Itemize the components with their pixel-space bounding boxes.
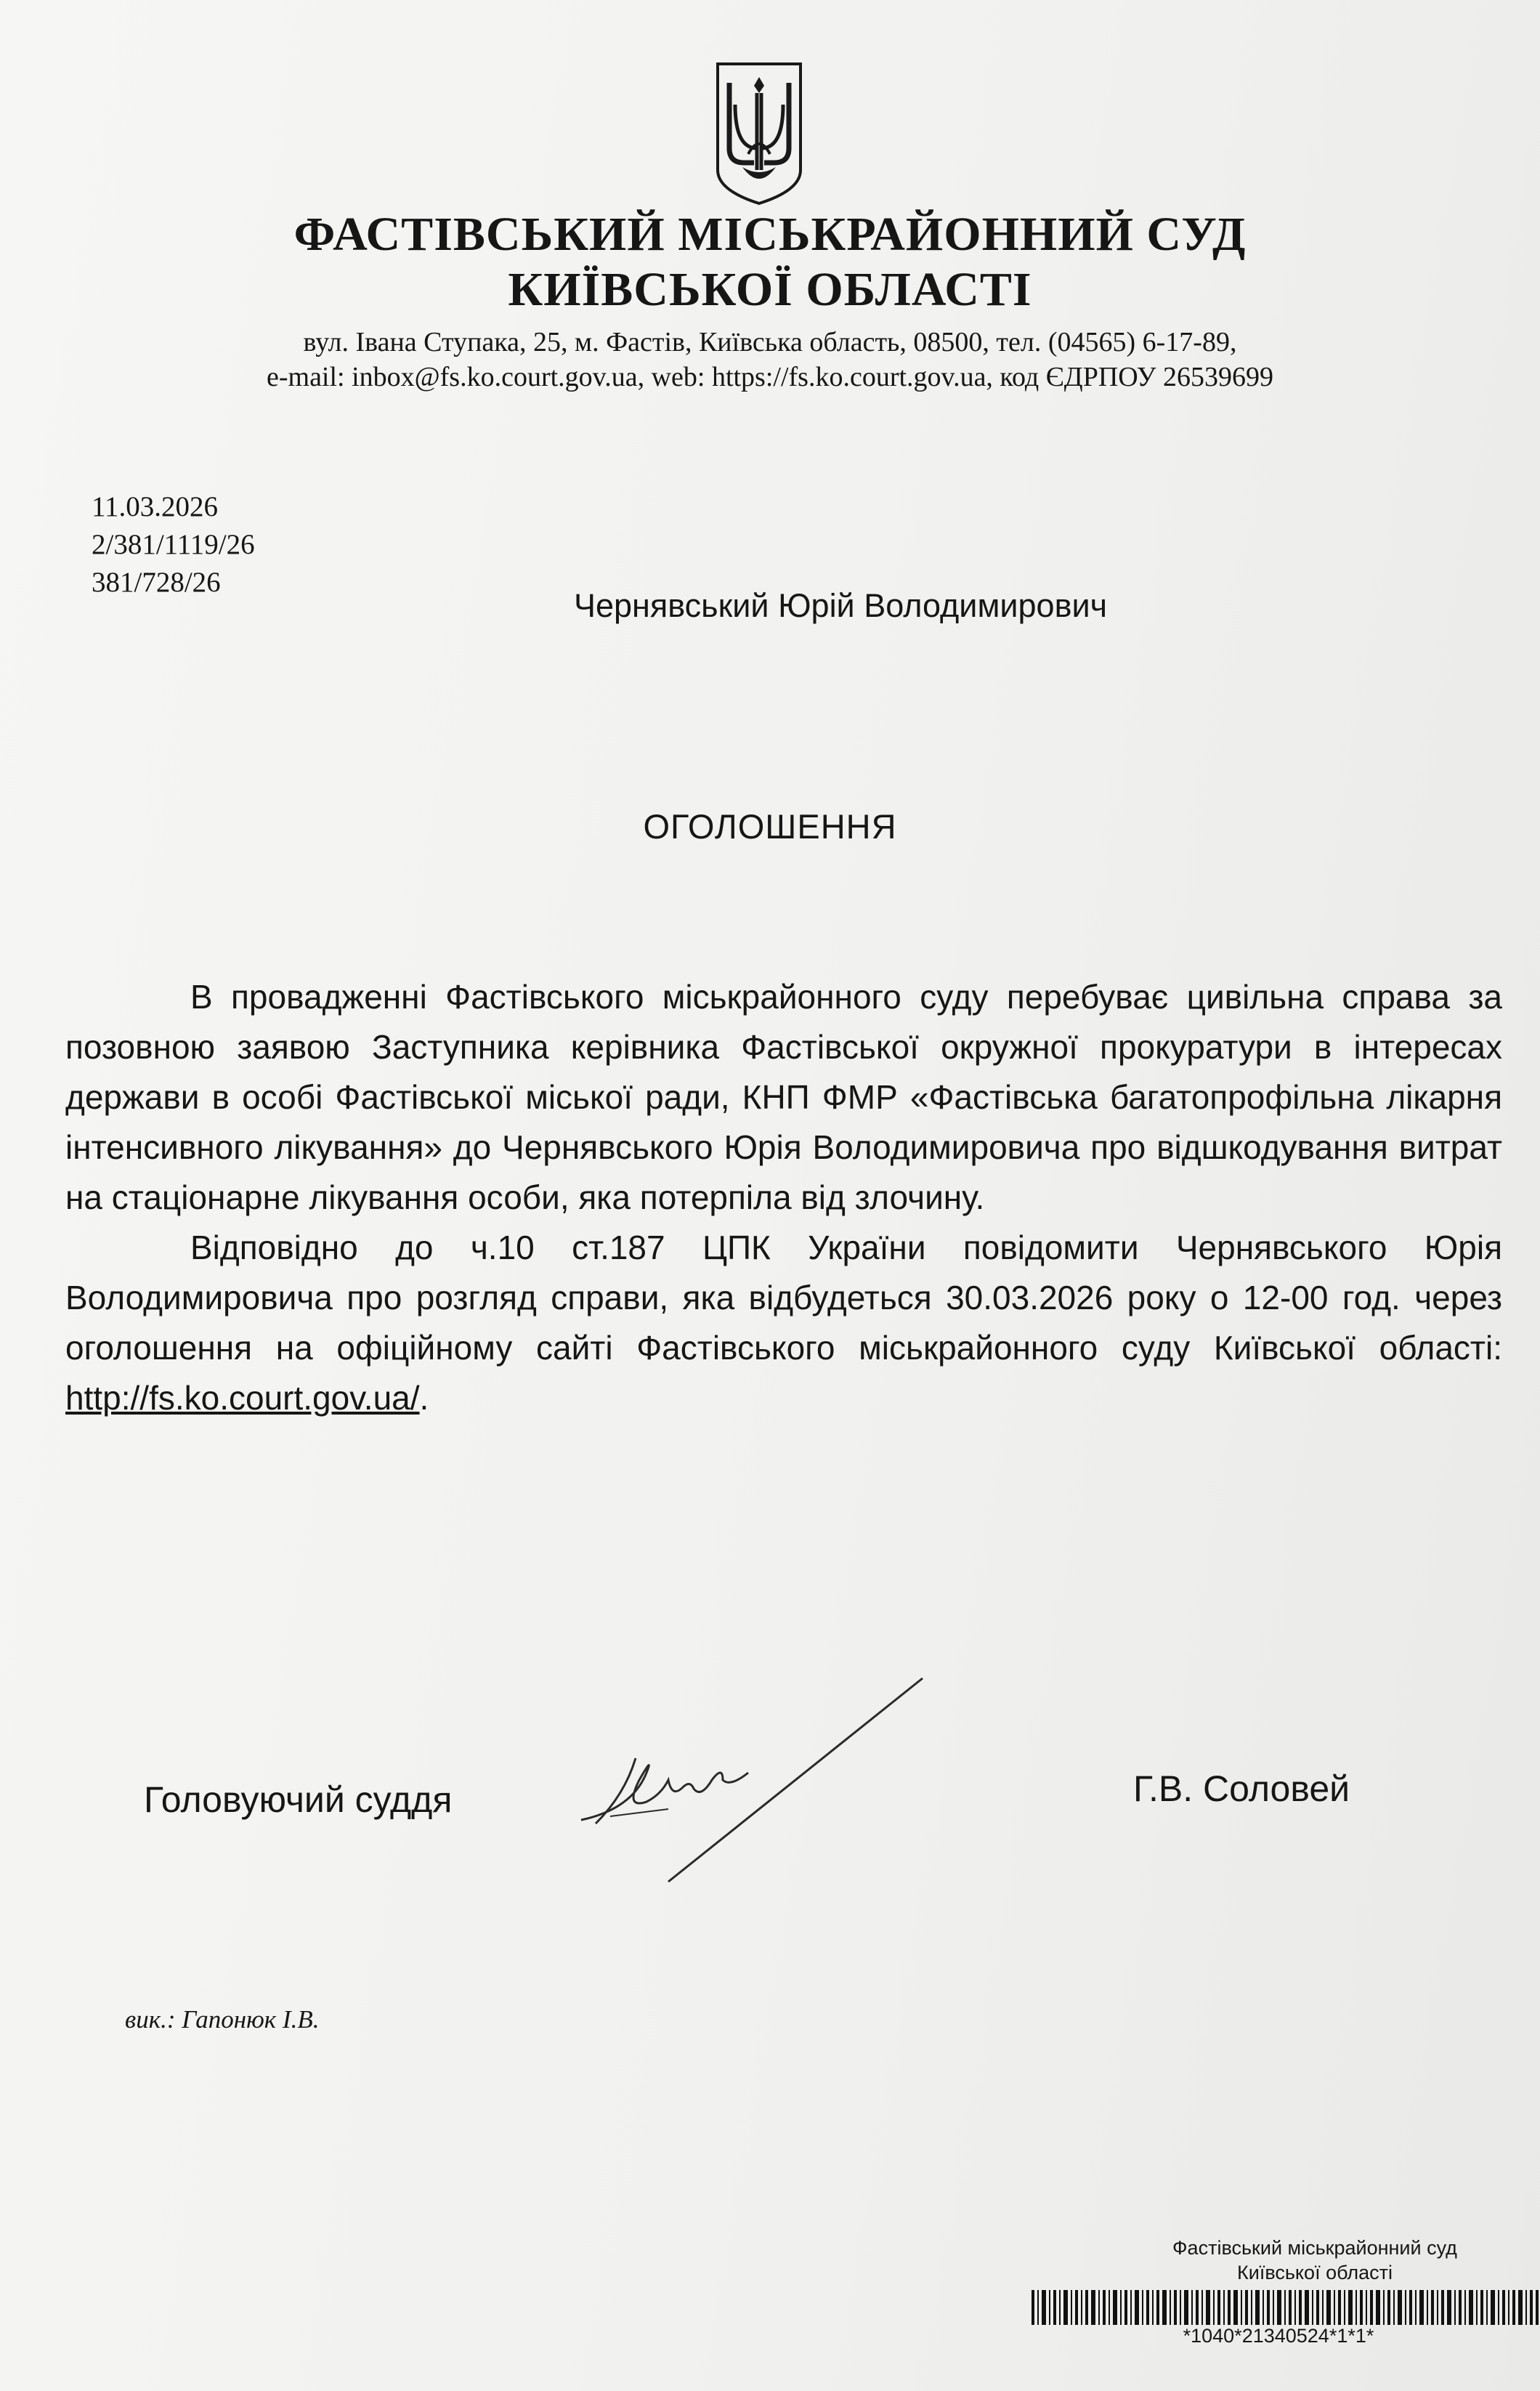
paragraph-hearing-notice	[65, 1223, 1502, 1423]
ukraine-trident-icon	[713, 61, 805, 206]
court-website-link[interactable]: http://fs.ko.court.gov.ua/	[65, 1379, 420, 1417]
document-meta	[92, 488, 255, 602]
court-name-line1: ФАСТІВСЬКИЙ МІСЬКРАЙОННИЙ СУД	[293, 208, 1247, 261]
stamp-court-line2: Київської області	[1237, 2262, 1393, 2283]
paragraph-case-description: В провадженні Фастівського міськрайонного суду перебуває цивільна справа за позовною заявою Заступника керівника Фастівської окружної прокуратури в інтересах держави в особі Фастівської міської ради, КНП ФМР «Фастівська багатопрофільна лікарня інтенсивного лікування» до Чернявського Юрія Володимировича про відшкодування витрат на стаціонарне лікування особи, яка потерпіла від злочину.	[65, 978, 1502, 1216]
document-date: 11.03.2026	[92, 491, 219, 522]
stamp-court-line1: Фастівський міськрайонний суд	[1172, 2237, 1457, 2259]
hearing-notice-text: Відповідно до ч.10 ст.187 ЦПК України повідомити Чернявського Юрія Володимировича про розгляд справи, яка відбудеться 30.03.2026 року о 12-00 год. через оголошення на офіційному сайті Фастівського міськрайонного суду Київської області:	[65, 1229, 1502, 1367]
court-contacts: e-mail: inbox@fs.ko.court.gov.ua, web: https://fs.ko.court.gov.ua, код ЄДРПОУ 26539699	[266, 362, 1274, 392]
hearing-notice-end: .	[419, 1379, 429, 1417]
barcode-number: *1040*21340524*1*1*	[1183, 2325, 1374, 2347]
executor: вик.: Гапонюк І.В.	[125, 2005, 320, 2034]
announcement-body	[65, 972, 1502, 1423]
case-number: 381/728/26	[92, 567, 221, 598]
court-address: вул. Івана Ступака, 25, м. Фастів, Київська область, 08500, тел. (04565) 6-17-89,	[303, 327, 1237, 357]
signatory-position: Головуючий суддя	[144, 1779, 453, 1820]
court-name-line2: КИЇВСЬКОЇ ОБЛАСТІ	[508, 263, 1032, 316]
judge-name: Г.В. Соловей	[1133, 1768, 1350, 1809]
handwritten-signature-icon	[567, 1671, 930, 1889]
barcode-icon	[1032, 2290, 1540, 2325]
recipient-name: Чернявський Юрій Володимирович	[574, 587, 1108, 624]
document-title: ОГОЛОШЕННЯ	[643, 807, 897, 846]
outgoing-number: 2/381/1119/26	[92, 529, 255, 560]
